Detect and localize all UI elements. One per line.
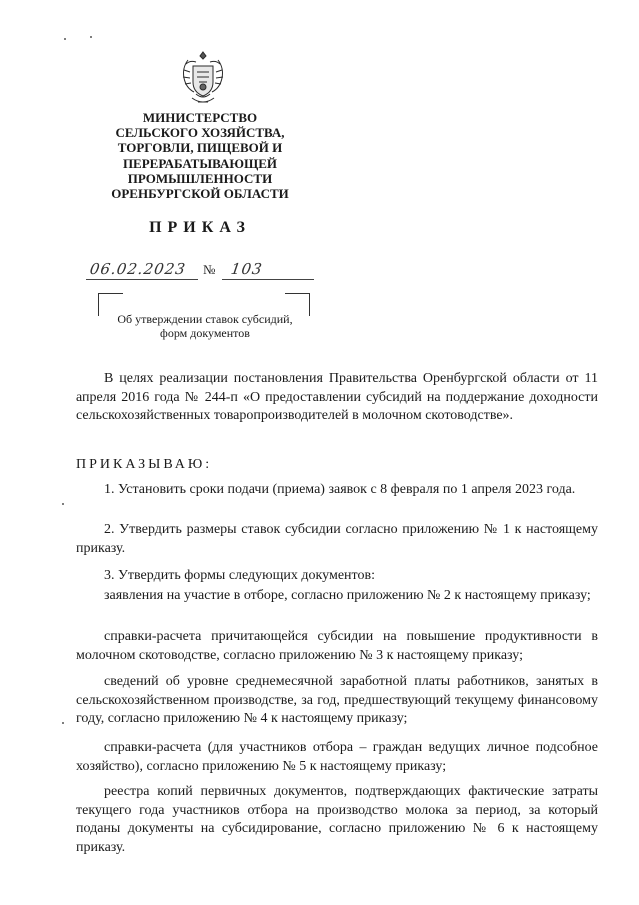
subject-line: Об утверждении ставок субсидий, xyxy=(117,312,293,326)
ministry-line: ПЕРЕРАБАТЫВАЮЩЕЙ xyxy=(122,155,278,171)
number-sign: № xyxy=(203,262,216,277)
form-item-registry: реестра копий первичных документов, подтверждающих фактические затраты текущего года участников отбора на производство молока за период, за который поданы документы на субсидирование, согласно приложению № 6 к настоящему приказу. xyxy=(76,784,598,855)
ministry-line: ПРОМЫШЛЕННОСТИ xyxy=(127,170,273,186)
order-item-2: 2. Утвердить размеры ставок субсидии согласно приложению № 1 к настоящему приказу. xyxy=(76,522,598,556)
ministry-line: СЕЛЬСКОГО ХОЗЯЙСТВА, xyxy=(115,125,285,141)
coat-of-arms-icon xyxy=(178,50,228,108)
scan-mark xyxy=(64,38,66,40)
form-item-salary: сведений об уровне среднемесячной заработной платы работников, занятых в сельскохозяйственном производстве, за год, предшествующий текущему финансовому году, согласно приложению № 4 к настоящему приказу; xyxy=(76,674,598,727)
preamble-paragraph: В целях реализации постановления Правительства Оренбургской области от 11 апреля 2016 года № 244-п «О предоставлении субсидий на поддержание доходности сельскохозяйственных товаропроизводителей в молочном скотоводстве». xyxy=(76,371,598,424)
order-date: 06.02.2023 xyxy=(88,260,188,278)
date-number-line xyxy=(86,260,316,280)
order-item-3: 3. Утвердить формы следующих документов: xyxy=(104,568,375,583)
order-item-1: 1. Установить сроки подачи (приема) заявок с 8 февраля по 1 апреля 2023 года. xyxy=(104,482,576,497)
form-item-household: справки-расчета (для участников отбора – граждан ведущих личное подсобное хозяйство), согласно приложению № 5 к настоящему приказу; xyxy=(76,740,598,774)
ministry-line: МИНИСТЕРСТВО xyxy=(142,110,258,125)
ministry-line: ТОРГОВЛИ, ПИЩЕВОЙ И xyxy=(117,140,283,156)
directive-heading: ПРИКАЗЫВАЮ: xyxy=(76,457,213,472)
scan-mark xyxy=(62,722,64,724)
scan-mark xyxy=(90,36,92,38)
subject-line: форм документов xyxy=(160,326,250,340)
ministry-line: ОРЕНБУРГСКОЙ ОБЛАСТИ xyxy=(111,186,289,202)
document-subject xyxy=(100,312,310,340)
form-item-application: заявления на участие в отборе, согласно приложению № 2 к настоящему приказу; xyxy=(104,588,591,603)
order-number: 103 xyxy=(229,260,264,278)
scan-mark xyxy=(62,503,64,505)
document-title: ПРИКАЗ xyxy=(149,219,251,236)
form-item-calculation: справки-расчета причитающейся субсидии на повышение продуктивности в молочном скотоводстве, согласно приложению № 3 к настоящему приказу; xyxy=(76,629,598,663)
ministry-header xyxy=(100,110,300,201)
